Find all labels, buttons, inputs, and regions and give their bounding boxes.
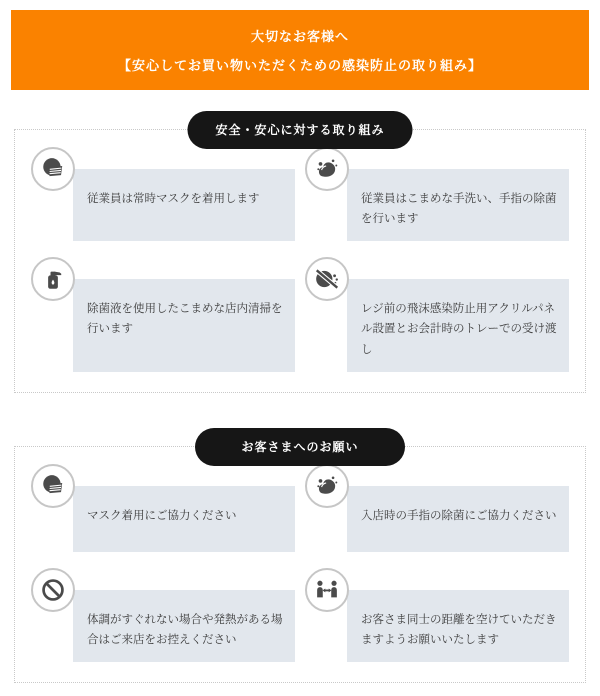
item-text: 除菌液を使用したこまめな店内清掃を行います (73, 279, 295, 371)
list-item (305, 464, 569, 552)
face-mask-icon (31, 147, 75, 191)
list-item (305, 257, 569, 371)
list-item (305, 147, 569, 241)
no-droplet-icon (305, 257, 349, 301)
prohibition-icon (31, 568, 75, 612)
banner-line-1: 大切なお客様へ (250, 29, 349, 44)
section-customer-requests (14, 439, 586, 683)
list-item (31, 147, 295, 241)
banner-line-2: 【安心してお買い物いただくための感染防止の取り組み】 (117, 58, 482, 73)
item-text: お客さま同士の距離を空けていただきますようお願いいたします (347, 590, 569, 662)
notice-banner (11, 10, 589, 90)
section-safety-measures (14, 123, 586, 393)
list-item (31, 257, 295, 371)
social-distance-icon (305, 568, 349, 612)
hand-wash-icon (305, 147, 349, 191)
face-mask-icon (31, 464, 75, 508)
item-text: マスク着用にご協力ください (73, 486, 295, 552)
list-item (305, 568, 569, 662)
item-text: レジ前の飛沫感染防止用アクリルパネル設置とお会計時のトレーでの受け渡し (347, 279, 569, 371)
list-item (31, 464, 295, 552)
list-item (31, 568, 295, 662)
section-title-requests: お客さまへのお願い (195, 428, 405, 466)
hand-wash-icon (305, 464, 349, 508)
item-text: 従業員はこまめな手洗い、手指の除菌を行います (347, 169, 569, 241)
item-text: 体調がすぐれない場合や発熱がある場合はご来店をお控えください (73, 590, 295, 662)
item-text: 従業員は常時マスクを着用します (73, 169, 295, 241)
safety-items-grid (31, 147, 569, 372)
requests-items-grid (31, 464, 569, 662)
item-text: 入店時の手指の除菌にご協力ください (347, 486, 569, 552)
section-title-safety: 安全・安心に対する取り組み (187, 111, 412, 149)
spray-bottle-icon (31, 257, 75, 301)
